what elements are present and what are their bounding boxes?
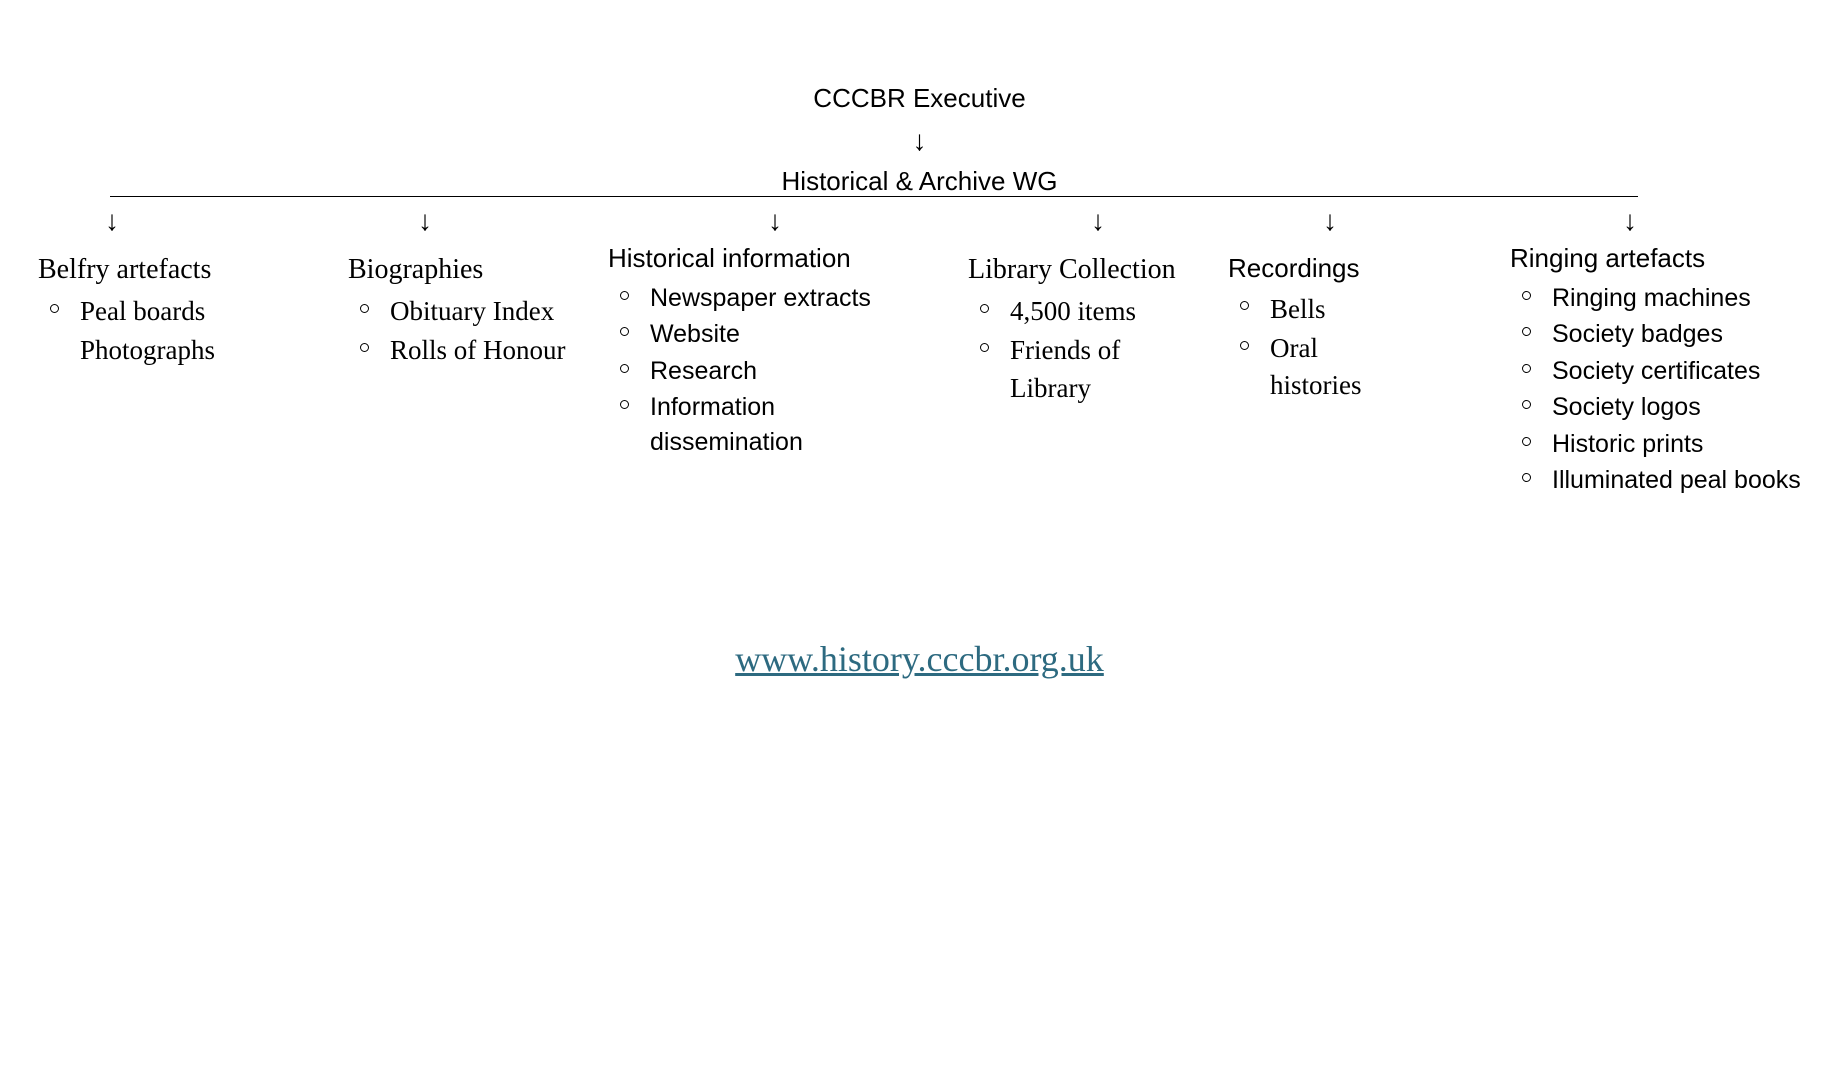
- list-item: [608, 354, 898, 389]
- list-item: [608, 390, 898, 459]
- branch-title: Recordings: [1228, 253, 1360, 283]
- list-item-label: Obituary Index: [390, 296, 555, 326]
- down-arrow-icon-5: ↓: [1623, 205, 1637, 236]
- list-item-label: Society logos: [1552, 393, 1701, 421]
- list-item-label: Illuminated peal books: [1552, 466, 1801, 494]
- bullet-icon: [980, 304, 989, 313]
- distribution-line: [110, 196, 1638, 197]
- list-item: [1510, 390, 1839, 425]
- list-item-label: Historic prints: [1552, 429, 1704, 458]
- bullet-icon: [620, 364, 629, 373]
- list-item-label: Peal boards: [80, 296, 206, 326]
- list-item-label: Oral histories: [1270, 332, 1362, 400]
- branch-title: Biographies: [348, 254, 484, 285]
- list-item-label: Rolls of Honour: [390, 335, 566, 366]
- branch-column-biographies: [348, 252, 598, 372]
- list-item-label: Information dissemination: [650, 393, 803, 456]
- branch-item-list: [348, 293, 598, 370]
- bullet-icon: [1522, 364, 1531, 373]
- bullet-icon: [980, 343, 989, 352]
- branch-item-list: [38, 293, 288, 370]
- down-arrow-icon-3: ↓: [1091, 205, 1105, 236]
- down-arrow-icon: ↓: [912, 125, 927, 156]
- branch-title: Library Collection: [968, 254, 1176, 285]
- bullet-icon: [1522, 291, 1531, 300]
- list-item-label: Website: [650, 320, 740, 348]
- bullet-icon: [360, 304, 369, 313]
- list-item: [608, 281, 898, 316]
- working-group-node: Historical & Archive WG: [781, 166, 1058, 196]
- list-item-label: Ringing machines: [1552, 283, 1751, 312]
- list-item: [348, 293, 598, 330]
- bullet-icon: [360, 343, 369, 352]
- bullet-icon: [1522, 473, 1531, 482]
- list-item: [1510, 463, 1839, 498]
- list-item: [1510, 354, 1839, 389]
- branch-title: Ringing artefacts: [1510, 243, 1706, 273]
- branch-item-list: [968, 293, 1198, 407]
- list-item: [38, 332, 288, 369]
- bullet-icon: [620, 400, 629, 409]
- bullet-icon: [1522, 327, 1531, 336]
- down-arrow-icon-2: ↓: [768, 205, 782, 236]
- bullet-icon: [50, 304, 59, 313]
- bullet-icon: [1240, 341, 1249, 350]
- branch-item-list: [608, 281, 898, 460]
- down-arrow-icon-0: ↓: [105, 205, 119, 236]
- bullet-icon: [620, 291, 629, 300]
- branch-column-recordings: [1228, 252, 1398, 406]
- bullet-icon: [620, 327, 629, 336]
- list-item-label: Photographs: [80, 335, 215, 366]
- list-item: [968, 332, 1198, 407]
- list-item: [348, 332, 598, 369]
- branch-column-library-collection: [968, 252, 1198, 409]
- branch-item-list: [1228, 291, 1398, 405]
- branch-title: Belfry artefacts: [38, 254, 212, 285]
- list-item-label: Newspaper extracts: [650, 283, 871, 312]
- list-item-label: 4,500 items: [1010, 296, 1136, 326]
- list-item: [1228, 330, 1398, 405]
- bullet-icon: [1522, 437, 1531, 446]
- list-item: [1228, 291, 1398, 328]
- list-item-label: Bells: [1270, 293, 1326, 324]
- list-item: [1510, 281, 1839, 316]
- branch-column-ringing-artefacts: [1510, 242, 1839, 500]
- list-item-label: Society certificates: [1552, 356, 1761, 385]
- list-item: [38, 293, 288, 330]
- list-item-label: Friends of Library: [1010, 335, 1121, 403]
- bullet-icon: [1522, 400, 1531, 409]
- list-item: [1510, 317, 1839, 352]
- down-arrow-icon-1: ↓: [418, 205, 432, 236]
- down-arrow-icon-4: ↓: [1323, 205, 1337, 236]
- website-link-container: [0, 638, 1839, 680]
- branch-column-belfry-artefacts: [38, 252, 288, 372]
- branch-item-list: [1510, 281, 1839, 498]
- bullet-icon: [1240, 301, 1249, 310]
- list-item: [968, 293, 1198, 330]
- list-item-label: Research: [650, 356, 757, 385]
- branch-title: Historical information: [608, 243, 851, 273]
- executive-node: CCCBR Executive: [813, 83, 1026, 113]
- list-item-label: Society badges: [1552, 320, 1723, 348]
- list-item: [608, 317, 898, 352]
- list-item: [1510, 427, 1839, 462]
- branch-column-historical-information: [608, 242, 898, 461]
- website-link[interactable]: www.history.cccbr.org.uk: [735, 639, 1104, 679]
